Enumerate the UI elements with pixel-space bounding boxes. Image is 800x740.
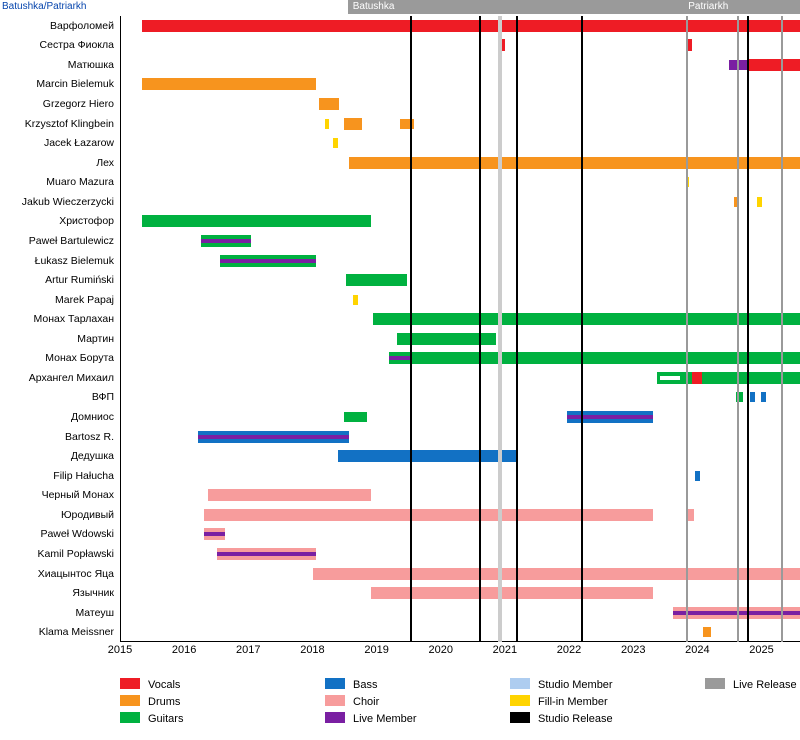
member-name-label: Сестра Фиокла xyxy=(39,39,114,52)
year-tick-label: 2018 xyxy=(300,644,325,656)
release-marker-line xyxy=(479,16,481,642)
member-name-label: Юродивый xyxy=(60,508,114,521)
year-tick-label: 2022 xyxy=(556,644,582,656)
era-header-band xyxy=(2,0,800,14)
timeline-bar xyxy=(338,450,518,462)
member-name-label: Мартин xyxy=(77,332,114,345)
member-name-label: Krzysztof Klingbein xyxy=(24,117,114,130)
era-band-label: Patriarkh xyxy=(688,1,729,12)
timeline-bar xyxy=(220,259,316,263)
legend-color-swatch xyxy=(325,695,345,706)
member-name-label: Muaro Mazura xyxy=(46,176,114,189)
member-name-label: Варфоломей xyxy=(50,19,114,32)
legend-label: Choir xyxy=(353,696,380,708)
release-marker-line xyxy=(686,16,688,642)
legend-label: Vocals xyxy=(148,679,181,691)
legend-item xyxy=(325,712,417,725)
member-name-label: Marek Papaj xyxy=(55,293,114,306)
legend-item xyxy=(325,695,379,708)
timeline-bar xyxy=(344,118,362,130)
year-tick-label: 2024 xyxy=(685,644,710,656)
legend-label: Studio Release xyxy=(538,713,613,725)
timeline-bar xyxy=(333,138,338,148)
member-name-label: Лех xyxy=(96,156,114,169)
era-band-label: Batushka xyxy=(352,1,395,12)
member-name-label: Матюшка xyxy=(67,58,114,71)
legend-label: Guitars xyxy=(148,713,184,725)
member-name-axis xyxy=(0,16,118,642)
year-tick-label: 2023 xyxy=(620,644,646,656)
legend-label: Live Release xyxy=(733,679,797,691)
chart-legend xyxy=(110,678,800,736)
member-name-label: Paweł Wdowski xyxy=(40,528,114,541)
legend-item xyxy=(120,678,180,691)
timeline-bar xyxy=(757,197,761,207)
timeline-plot-area xyxy=(120,16,800,642)
member-name-label: Язычник xyxy=(72,587,114,600)
member-name-label: ВФП xyxy=(91,391,114,404)
year-tick-label: 2016 xyxy=(171,644,197,656)
legend-label: Studio Member xyxy=(538,679,613,691)
legend-item xyxy=(510,712,613,725)
legend-color-swatch xyxy=(325,712,345,723)
legend-color-swatch xyxy=(510,678,530,689)
timeline-bar xyxy=(142,215,372,227)
release-marker-line xyxy=(581,16,583,642)
legend-item xyxy=(325,678,377,691)
member-name-label: Łukasz Bielemuk xyxy=(34,254,114,267)
legend-item xyxy=(120,712,183,725)
legend-label: Fill-in Member xyxy=(538,696,608,708)
era-band-label: Batushka/Patriarkh xyxy=(2,1,87,12)
legend-color-swatch xyxy=(510,695,530,706)
timeline-bar xyxy=(373,313,800,325)
member-name-label: Архангел Михаил xyxy=(28,371,114,384)
member-name-label: Bartosz R. xyxy=(64,430,114,443)
timeline-bar xyxy=(142,20,800,32)
legend-color-swatch xyxy=(120,712,140,723)
timeline-bar xyxy=(353,295,358,305)
legend-color-swatch xyxy=(120,678,140,689)
member-name-label: Дедушка xyxy=(70,450,114,463)
timeline-bar xyxy=(371,587,653,599)
legend-color-swatch xyxy=(510,712,530,723)
member-name-label: Домниос xyxy=(70,411,114,424)
member-name-label: Artur Rumiński xyxy=(45,274,114,287)
timeline-bar xyxy=(692,372,702,384)
member-name-label: Хиацынтос Яца xyxy=(37,567,114,580)
legend-item xyxy=(120,695,180,708)
legend-item xyxy=(510,695,608,708)
year-tick-label: 2025 xyxy=(749,644,774,656)
release-marker-line xyxy=(737,16,739,642)
timeline-bar xyxy=(142,78,316,90)
timeline-bar xyxy=(204,532,225,536)
timeline-bar xyxy=(695,471,699,481)
timeline-bar xyxy=(313,568,800,580)
timeline-bar xyxy=(748,59,800,71)
year-tick-label: 2017 xyxy=(236,644,261,656)
legend-color-swatch xyxy=(120,695,140,706)
release-marker-line xyxy=(410,16,412,642)
year-tick-label: 2021 xyxy=(492,644,518,656)
release-marker-line xyxy=(516,16,518,642)
release-marker-line xyxy=(498,16,502,642)
era-band-segment xyxy=(348,0,684,14)
member-name-label: Христофор xyxy=(59,215,114,228)
legend-color-swatch xyxy=(705,678,725,689)
legend-color-swatch xyxy=(325,678,345,689)
member-name-label: Матеуш xyxy=(75,606,114,619)
legend-label: Live Member xyxy=(353,713,417,725)
year-tick-label: 2019 xyxy=(364,644,389,656)
timeline-bar xyxy=(660,376,681,380)
member-name-label: Grzegorz Hiero xyxy=(42,98,114,111)
timeline-bar xyxy=(703,627,711,637)
timeline-bar xyxy=(346,274,408,286)
member-name-label: Kamil Popławski xyxy=(37,547,114,560)
year-axis xyxy=(107,644,800,662)
timeline-bar xyxy=(750,392,755,402)
year-tick-label: 2020 xyxy=(428,644,453,656)
member-name-label: Монах Тарлахан xyxy=(33,313,114,326)
legend-label: Bass xyxy=(353,679,378,691)
timeline-bar xyxy=(204,509,653,521)
timeline-bar xyxy=(344,412,367,422)
timeline-bar xyxy=(349,157,800,169)
member-name-label: Монах Борута xyxy=(45,352,114,365)
member-name-label: Klama Meissner xyxy=(38,626,114,639)
legend-item xyxy=(705,678,797,691)
legend-item xyxy=(510,678,613,691)
timeline-bar xyxy=(201,239,250,243)
timeline-bar xyxy=(761,392,766,402)
member-name-label: Jakub Wieczerzycki xyxy=(21,195,114,208)
member-name-label: Filip Hałucha xyxy=(53,469,114,482)
timeline-bar xyxy=(217,552,316,556)
timeline-bar xyxy=(198,435,349,439)
timeline-bar xyxy=(208,489,372,501)
timeline-bar xyxy=(389,356,411,360)
release-marker-line xyxy=(747,16,749,642)
release-marker-line xyxy=(781,16,783,642)
member-name-label: Черный Монах xyxy=(41,489,114,502)
timeline-bar xyxy=(325,119,329,129)
legend-label: Drums xyxy=(148,696,181,708)
timeline-bar xyxy=(319,98,340,110)
member-name-label: Marcin Bielemuk xyxy=(36,78,114,91)
member-name-label: Paweł Bartulewicz xyxy=(28,234,114,247)
year-tick-label: 2015 xyxy=(107,644,133,656)
member-name-label: Jacek Łazarow xyxy=(43,137,114,150)
